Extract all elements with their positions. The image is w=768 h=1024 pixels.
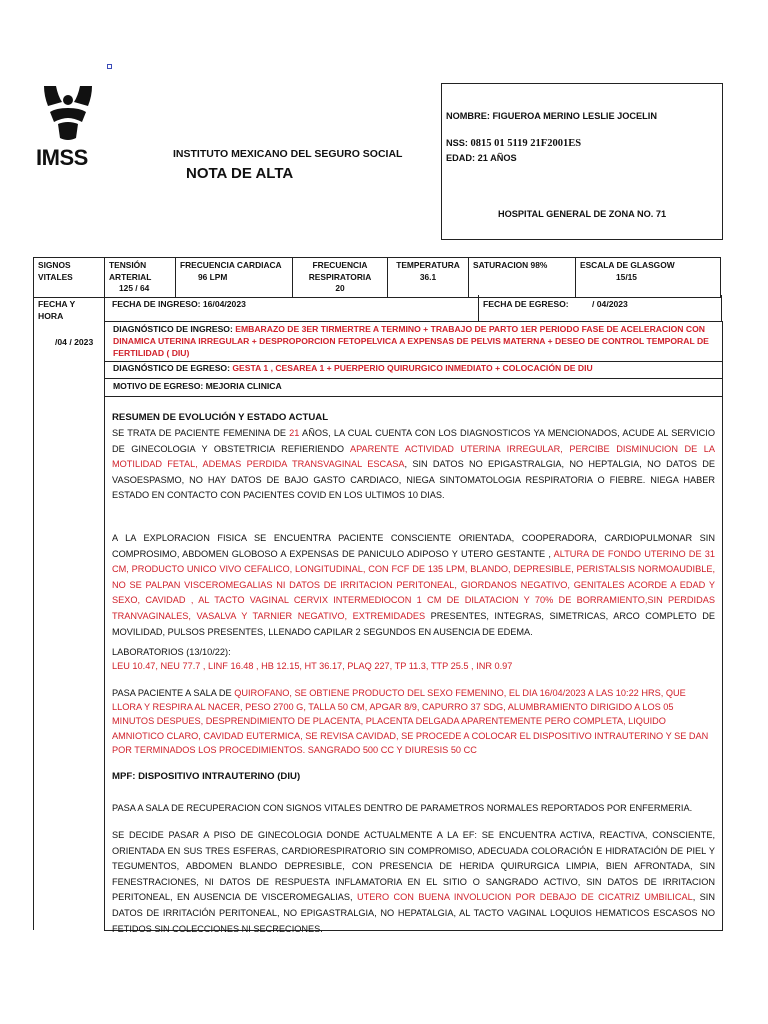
blood-pressure-value: 125 / 64 [119,283,150,293]
resp-rate-label: FRECUENCIA RESPIRATORIA [308,260,372,282]
discharge-diagnosis-text: GESTA 1 , CESAREA 1 + PUERPERIO QUIRURGICO INMEDIATO + COLOCACIÓN DE DIU [232,363,593,373]
vitals-table [33,257,721,298]
discharge-date-cell [477,295,722,322]
patient-nss [446,138,581,149]
stray-marker [107,64,112,69]
document-title: NOTA DE ALTA [186,165,294,182]
left-column [33,295,105,930]
summary-paragraph-2 [112,531,715,640]
summary-paragraph-5 [112,828,715,937]
discharge-date-value: / 04/2023 [592,299,628,309]
p2-findings: ALTURA DE FONDO UTERINO DE 31 CM, PRODUCTO UNICO VIVO CEFALICO, LONGITUDINAL, CON FCF DE 135 LPM, BLANDO, DEPRESIBLE, PERISTALSIS NORMOAUDIBLE, NO SE PALPAN VISCEROMEGALIAS NI DATOS DE IRRITACION PERITONEAL, GIORDANOS NEGATIVO, GENITALES ACORDE A EDAD Y SEXO, CAVIDAD , AL TACTO VAGINAL CERVIX INTERMEDIOCON 1 CM DE DILATACION Y 70% DE BORRAMIENTO,SIN PERDIDAS TRANVAGINALES, VASALVA Y TARNIER NEGATIVO, EXTREMIDADES [112,548,715,621]
institution-name: INSTITUTO MEXICANO DEL SEGURO SOCIAL [173,148,403,160]
admission-diagnosis [113,323,713,359]
labs-values: LEU 10.47, NEU 77.7 , LINF 16.48 , HB 12.15, HT 36.17, PLAQ 227, TP 11.3, TTP 25.5 , INR 0.97 [112,661,513,671]
glasgow-value: 15/15 [616,271,637,282]
temperature-value: 36.1 [419,271,437,282]
imss-eagle-icon [36,82,100,144]
heart-rate-value: 96 LPM [198,271,228,282]
heart-rate-label: FRECUENCIA CARDIACA [180,260,282,270]
blood-pressure-cell [105,258,176,298]
nss-label: NSS: [446,138,468,148]
p5-uterus: UTERO CON BUENA INVOLUCION POR DEBAJO DE CICATRIZ UMBILICAL [356,892,693,903]
p2-intro: A LA EXPLORACION FISICA SE ENCUENTRA PACIENTE CONSCIENTE ORIENTADA, COOPERADORA, CARDIOPULMONAR SIN COMPROSIMO, ABDOMEN GLOBOSO A EXPENSAS DE PANICULO ADIPOSO Y UTERO GESTANTE , [112,533,715,559]
p5-intro: SE DECIDE PASAR A PISO DE GINECOLOGIA DONDE ACTUALMENTE A LA EF: SE ENCUENTRA ACTIVA, REACTIVA, CONSCIENTE, ORIENTADA EN SUS TRES ESFERAS, CARDIORESPIRATORIO SIN COMPROMISO, ADECUADA COLORACIÓN E HIDRATACIÓN DE PIEL Y TEGUMENTOS, ABDOMEN BLANDO DEPRESIBLE, CON PRESENCIA DE HERIDA QUIRURGICA LIMPIA, BIEN AFRONTADA, SIN FENESTRACIONES, NI DATOS DE RESPUESTA INFLAMATORIA EN EL SITIO O SANGRADO ACTIVO, SIN DATOS DE IRRITACION PERITONEAL, EN AUSENCIA DE VISCEROMEGALIAS, [112,830,715,903]
temperature-cell [388,258,469,298]
mpf-line [112,771,300,782]
p2-end: PRESENTES, INTEGRAS, SIMETRICAS, ARCO COMPLETO DE MOVILIDAD, PULSOS PRESENTES, LLENADO CAPILAR 2 SEGUNDOS EN AUSENCIA DE EDEMA. [112,610,716,637]
discharge-date-label: FECHA DE EGRESO: [483,299,569,309]
p1-middle: AÑOS, LA CUAL CUENTA CON LOS DIAGNOSTICOS YA MENCIONADOS, ACUDE AL SERVICIO DE GINECOLOGIA Y OBSTETRICIA REFIERIENDO [112,428,715,454]
glasgow-cell [576,258,721,298]
p1-symptoms: APARENTE ACTIVIDAD UTERINA IRREGULAR, PERCIBE DISMINUCION DE LA MOTILIDAD FETAL, ADEMAS PERDIDA TRANSVAGINAL ESCASA [112,443,715,470]
admission-diagnosis-label: DIAGNÓSTICO DE INGRESO: [113,324,236,334]
summary-heading: RESUMEN DE EVOLUCIÓN Y ESTADO ACTUAL [112,412,329,423]
mpf-label: MPF: [112,771,136,782]
mpf-text: DISPOSITIVO INTRAUTERINO (DIU) [135,771,301,782]
admission-diagnosis-box [104,321,723,362]
hospital-name: HOSPITAL GENERAL DE ZONA NO. 71 [498,209,667,219]
p3-procedure: QUIROFANO, SE OBTIENE PRODUCTO DEL SEXO FEMENINO, EL DIA 16/04/2023 A LAS 10:22 HRS, QUE LLORA Y RESPIRA AL NACER, PESO 2700 G, TALLA 50 CM, APGAR 8/9, CAPURRO 37 SDG, ALUMBRAMIENTO DIRIGIDO A LOS 05 MINUTOS DESPUES, DESPRENDIMIENTO DE PLACENTA, PLACENTA DELGADA APARENTEMENTE PERO COMPLETA, LIQUIDO AMNIOTICO CLARO, CAVIDAD EUTERMICA, SE REVISA CAVIDAD, SE PROCEDE A COLOCAR EL DISPOSITIVO INTRAUTERINO Y SE DAN POR TERMINADOS LOS PROCEDIMIENTOS. SANGRADO 500 CC Y DIURESIS 50 CC [112,688,709,755]
fecha-hora-label: FECHA Y HORA [38,299,76,321]
patient-info-box [441,83,723,240]
vitals-label: SIGNOS VITALES [34,258,105,298]
imss-logo [36,82,100,170]
admission-diagnosis-text: EMBARAZO DE 3ER TIRMERTRE A TERMINO + TRABAJO DE PARTO 1ER PERIODO FASE DE ACELERACION CON DINAMICA UTERINA IRREGULAR + DESPROPORCION FETOPELVICA A EXPENSAS DE PELVIS MATERNA + DESEO DE CONTROL TEMPORAL DE FERTILIDAD ( DIU) [113,324,709,358]
p1-end: , SIN DATOS NO EPIGASTRALGIA, NO HEPTALGIA, NO DATOS DE VASOESPASMO, NO HAY DATOS DE BAJO GASTO CARDIACO, NIEGA SINTOMATOLOGIA RESPIRATORIA O FIEBRE. NIEGA HABER ESTADO EN CONTACTO CON PACIENTES COVID EN LOS ULTIMOS 10 DIAS. [112,459,715,501]
nss-value: 0815 01 5119 21F2001ES [470,138,582,149]
summary-paragraph-4: PASA A SALA DE RECUPERACION CON SIGNOS VITALES DENTRO DE PARAMETROS NORMALES REPORTADOS POR ENFERMERIA. [112,803,693,813]
left-date: /04 / 2023 [55,337,94,347]
patient-name: NOMBRE: FIGUEROA MERINO LESLIE JOCELIN [446,111,657,121]
discharge-diagnosis-box [104,361,723,379]
logo-wordmark: IMSS [36,145,88,170]
glasgow-label: ESCALA DE GLASGOW [580,260,675,270]
admission-date-cell [104,295,479,322]
admission-date: FECHA DE INGRESO: 16/04/2023 [112,299,246,309]
patient-age: EDAD: 21 AÑOS [446,153,517,163]
p5-end: , SIN DATOS DE IRRITACIÓN PERITONEAL, NO EPIGASTRALGIA, NO HEPATALGIA, AL TACTO VAGINAL LOQUIOS HEMATICOS ESCASOS NO FETIDOS SIN COLECCIONES NI SECRECIONES. [112,892,715,934]
resp-rate-cell [293,258,388,298]
saturation-cell: SATURACION 98% [469,258,576,298]
labs-heading: LABORATORIOS (13/10/22): [112,647,231,657]
heart-rate-cell [176,258,293,298]
discharge-diagnosis-label: DIAGNÓSTICO DE EGRESO: [113,363,233,373]
discharge-reason-box [104,378,723,397]
p1-intro: SE TRATA DE PACIENTE FEMENINA DE [112,428,290,438]
temperature-label: TEMPERATURA [396,260,460,270]
summary-paragraph-1 [112,426,715,504]
blood-pressure-label: TENSIÓN ARTERIAL [109,260,152,282]
p3-intro: PASA PACIENTE A SALA DE [112,688,235,698]
p1-age: 21 [289,428,300,438]
summary-paragraph-3 [112,686,715,757]
discharge-reason: MOTIVO DE EGRESO: MEJORIA CLINICA [113,381,282,391]
discharge-diagnosis [113,362,593,374]
resp-rate-value: 20 [335,283,345,293]
